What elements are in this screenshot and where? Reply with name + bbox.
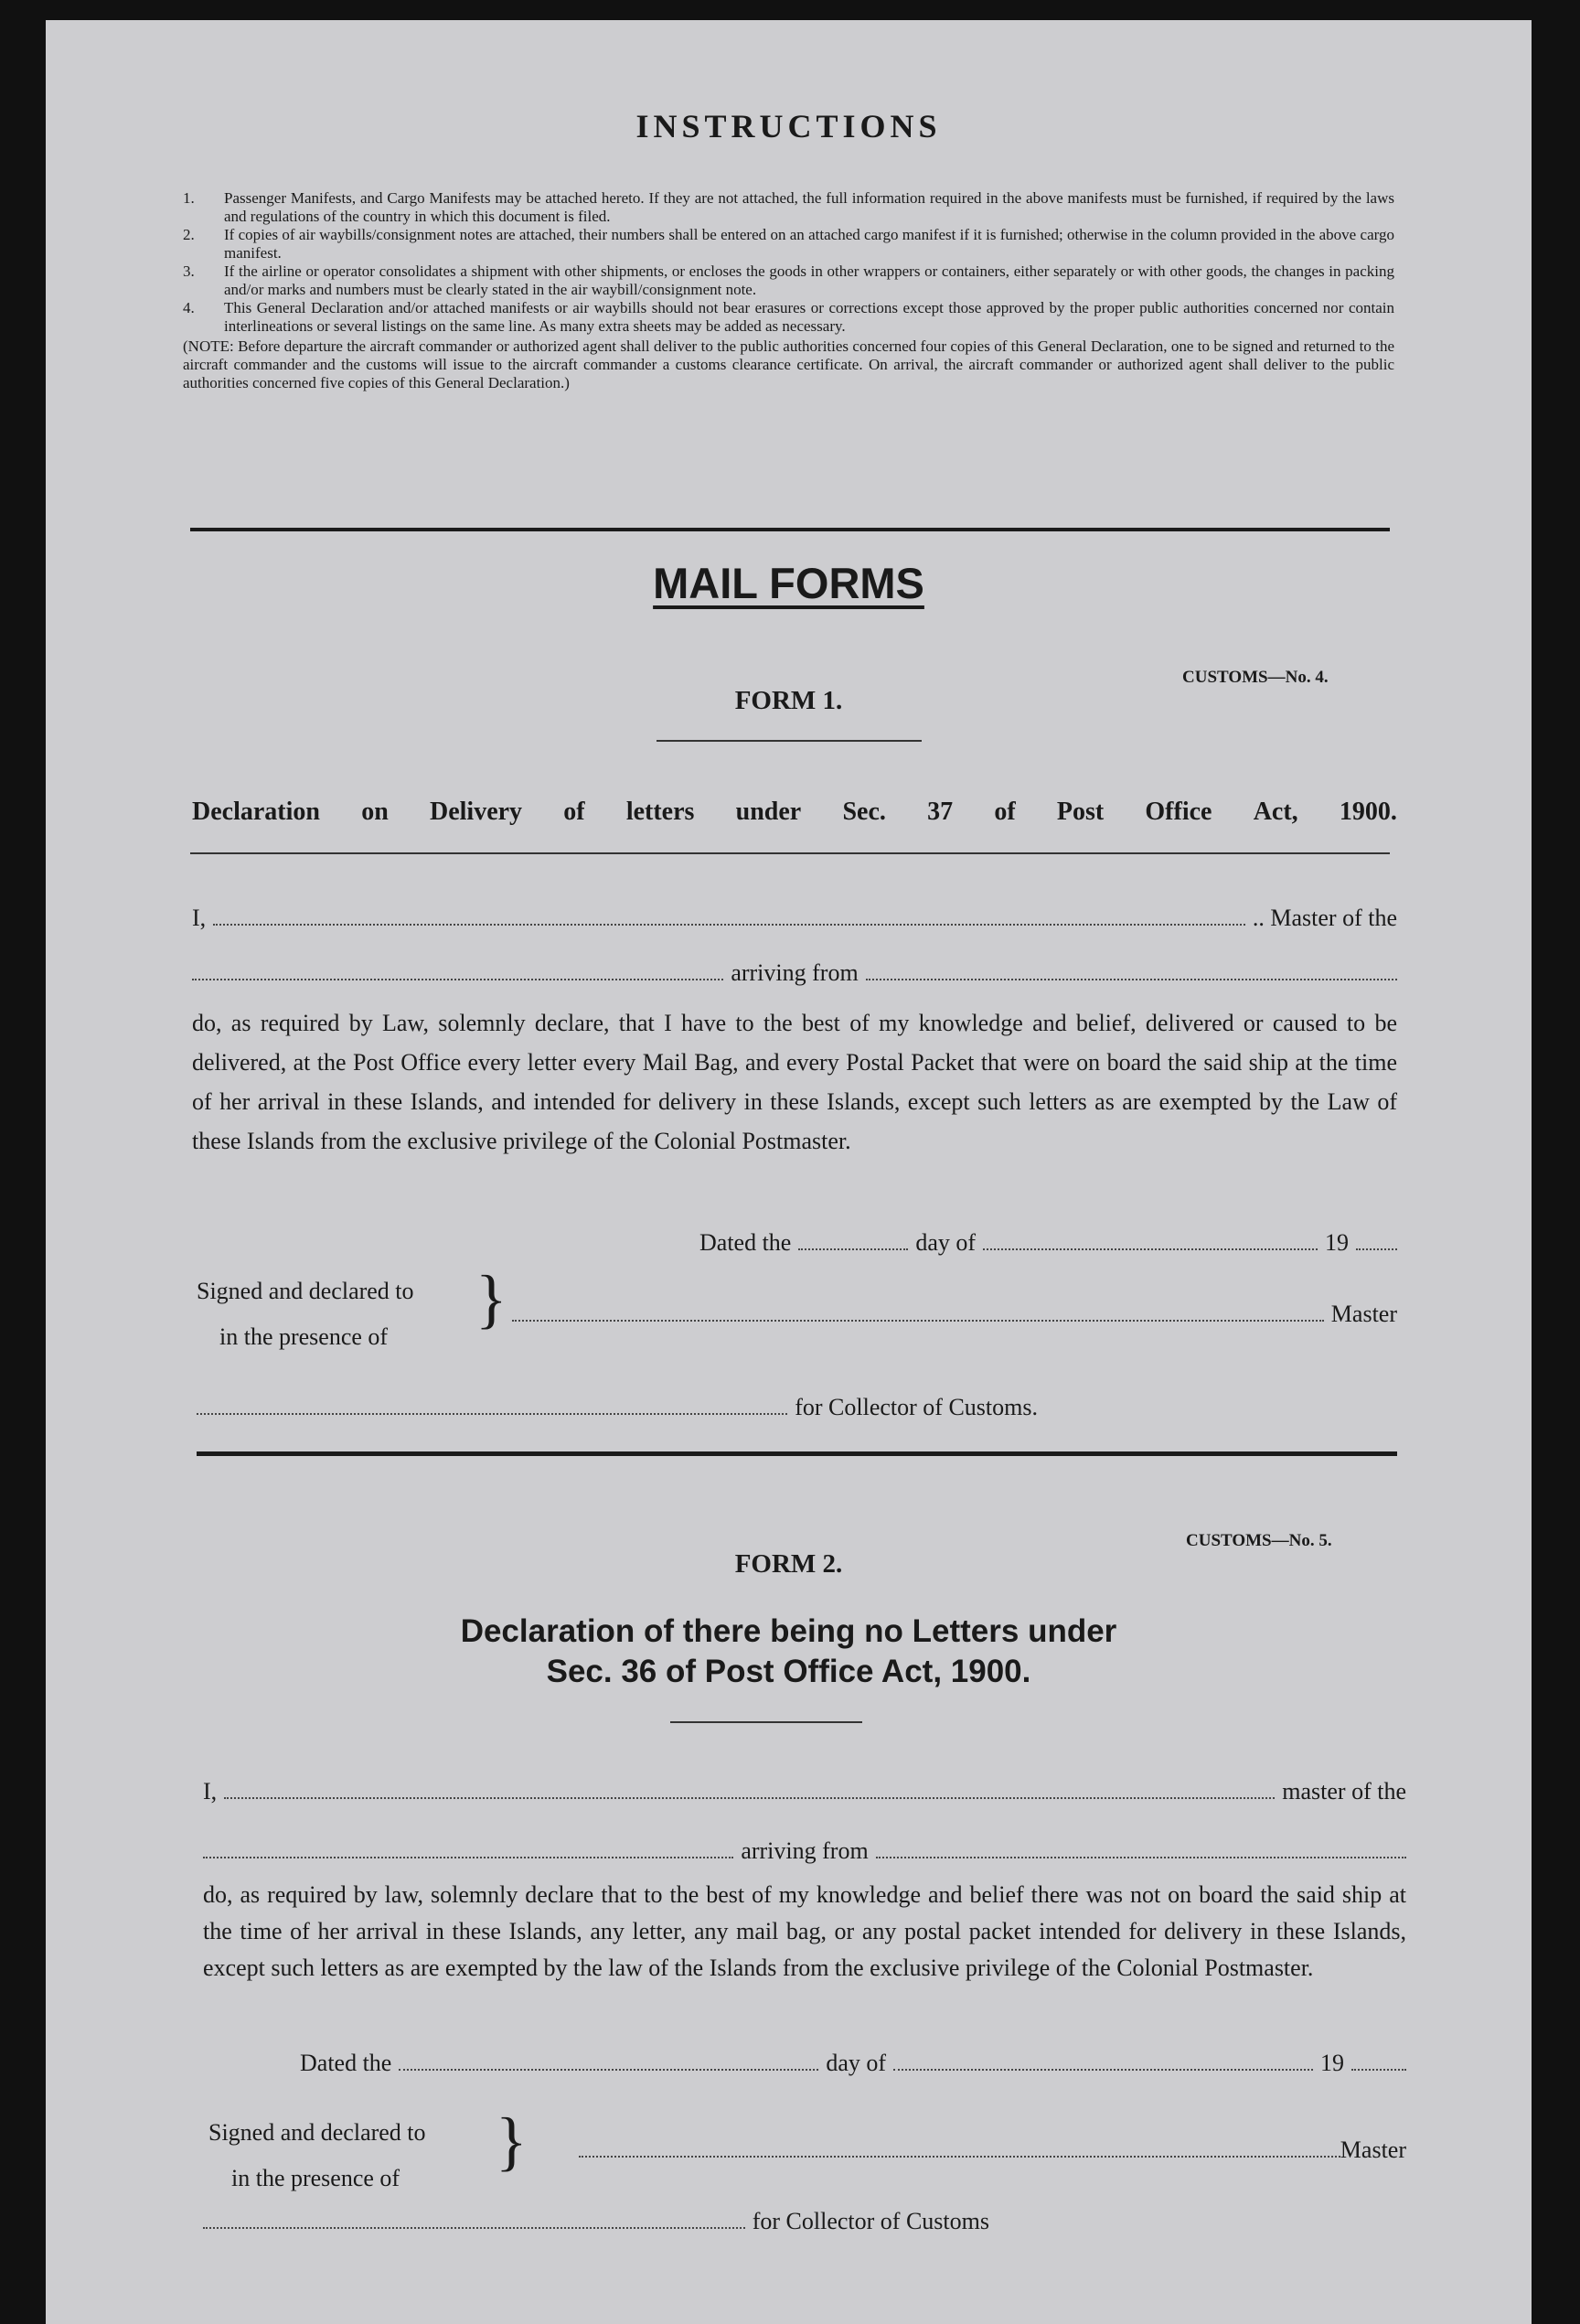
form1-heading-word: of [563, 798, 585, 826]
form2-brace: } [496, 2104, 528, 2178]
form2-signed-line1: Signed and declared to [208, 2119, 426, 2146]
date-day-field[interactable] [798, 1230, 908, 1250]
instruction-number: 1. [183, 189, 195, 207]
date-month-field[interactable] [983, 1230, 1318, 1250]
form1-heading-word: Post [1056, 798, 1105, 826]
form1-declaration-heading [192, 798, 1397, 827]
form1-body: do, as required by Law, solemnly declare, that I have to the best of my knowledge and belief, delivered or caused to be delivered, at the Post Office every letter every Mail Bag, and every Postal Packet that were on board the said ship at the time of her arrival in these Islands, and intended for delivery in these Islands, except such letters as are exempted by the Law of these Islands from the exclusive privilege of the Colonial Postmaster. [192, 1010, 1397, 1154]
form2-date-month-field[interactable] [893, 2051, 1313, 2071]
form1-master-signature-line [512, 1294, 1397, 1333]
form2-title: FORM 2. [734, 1549, 843, 1579]
form-divider [197, 1451, 1397, 1456]
form2-collector-signature-field[interactable] [203, 2209, 745, 2229]
form1-heading-word: Sec. [842, 798, 886, 826]
form1-date-line [699, 1223, 1397, 1262]
form1-collector-line [197, 1387, 1038, 1427]
instruction-text: If the airline or operator consolidates a shipment with other shipments, or encloses the goods in other wrappers or containers, either separately or with other goods, the changes in packing and/or marks and numbers must be clearly stated in the air waybill/consignment note. [224, 262, 1394, 298]
instruction-item [183, 262, 1394, 299]
form2-heading-line2: Sec. 36 of Post Office Act, 1900. [546, 1654, 1031, 1689]
form2-master-signature-field[interactable] [579, 2137, 1340, 2158]
form1-ship-line [192, 953, 1397, 992]
form1-heading-word: letters [625, 798, 695, 826]
instruction-text: This General Declaration and/or attached manifests or air waybills should not bear erasures or corrections except those approved by the proper public authorities concerned nor contain interlineations or several listings on the same line. As many extra sheets may be added as necessary. [224, 299, 1394, 335]
instructions-list [183, 189, 1394, 392]
collector-signature-field[interactable] [197, 1395, 787, 1415]
instruction-number: 3. [183, 262, 195, 280]
master-name-field[interactable] [213, 905, 1245, 926]
instruction-text: Passenger Manifests, and Cargo Manifests may be attached hereto. If they are not attached, the full information required in the above manifests must be furnished, if required by the laws and regulations of the country in which this document is filed. [224, 189, 1394, 225]
form2-name-line [203, 1772, 1406, 1811]
form2-ship-name-field[interactable] [203, 1838, 733, 1858]
instructions-title: INSTRUCTIONS [635, 108, 942, 145]
instruction-item [183, 299, 1394, 336]
form1-name-line [192, 898, 1397, 937]
form1-customs-number: CUSTOMS—No. 4. [1182, 668, 1329, 687]
form1-arriving-label: arriving from [731, 959, 859, 986]
form1-heading-rule [190, 852, 1390, 854]
form2-dated-label: Dated the [300, 2050, 392, 2076]
instruction-number: 2. [183, 226, 195, 243]
form1-year-label: 19 [1325, 1229, 1349, 1256]
form2-title-underline [670, 1721, 862, 1723]
form2-declaration-heading [46, 1612, 1532, 1692]
form2-signed-line2: in the presence of [231, 2165, 400, 2191]
form2-master-name-field[interactable] [224, 1779, 1275, 1799]
instruction-note: (NOTE: Before departure the aircraft commander or authorized agent shall deliver to the public authorities concerned four copies of this General Declaration, one to be signed and returned to the aircraft commander and the customs will issue to the aircraft commander a customs clearance certificate. On arrival, the aircraft commander or authorized agent shall deliver to the public authorities concerned five copies of this General Declaration.) [183, 337, 1394, 391]
form1-dated-label: Dated the [699, 1229, 792, 1256]
form1-signed-line2: in the presence of [219, 1323, 389, 1350]
form2-arriving-label: arriving from [741, 1837, 869, 1864]
form2-collector-line [203, 2201, 989, 2241]
form1-heading-word: Delivery [429, 798, 523, 826]
form2-body: do, as required by law, solemnly declare that to the best of my knowledge and belief there was not on board the said ship at the time of her arrival in these Islands, any letter, any mail bag, or any postal packet intended for delivery in these Islands, except such letters as are exempted by the law of the Islands from the exclusive privilege of the Colonial Postmaster. [203, 1881, 1406, 1981]
form1-master-label: Master [1330, 1301, 1397, 1327]
form2-signed-block [208, 2110, 501, 2201]
form1-heading-word: 37 [927, 798, 954, 826]
form1-i-label: I, [192, 905, 207, 931]
instruction-text: If copies of air waybills/consignment notes are attached, their numbers shall be entered on an attached cargo manifest if it is furnished; otherwise in the column provided in the above cargo manifest. [224, 226, 1394, 262]
form1-heading-word: Office [1145, 798, 1212, 826]
mail-forms-title: MAIL FORMS [653, 559, 924, 607]
form2-ship-line [203, 1831, 1406, 1870]
form2-year-label: 19 [1320, 2050, 1345, 2076]
form1-heading-word: Act, [1253, 798, 1298, 826]
form1-heading-word: under [735, 798, 802, 826]
form1-heading-word: of [994, 798, 1016, 826]
form2-i-label: I, [203, 1778, 218, 1805]
form1-heading-word: 1900. [1339, 798, 1397, 826]
arriving-from-field[interactable] [866, 960, 1397, 980]
form2-master-signature-line [579, 2130, 1406, 2169]
form1-collector-label: for Collector of Customs. [795, 1394, 1038, 1420]
section-divider [190, 528, 1390, 531]
form1-signed-line1: Signed and declared to [197, 1278, 414, 1304]
form1-brace: } [475, 1262, 507, 1335]
form1-day-of-label: day of [915, 1229, 977, 1256]
form2-master-label: Master [1340, 2137, 1406, 2163]
form2-date-year-field[interactable] [1351, 2051, 1406, 2071]
form1-heading-word: on [361, 798, 389, 826]
form2-date-line [300, 2043, 1406, 2083]
form2-day-of-label: day of [826, 2050, 887, 2076]
date-year-field[interactable] [1356, 1230, 1397, 1250]
form2-customs-number: CUSTOMS—No. 5. [1186, 1531, 1332, 1550]
form1-signed-block [197, 1269, 462, 1360]
master-signature-field[interactable] [512, 1301, 1324, 1322]
instruction-item [183, 189, 1394, 226]
form1-heading-word: Declaration [192, 798, 320, 826]
form2-date-day-field[interactable] [399, 2051, 818, 2071]
form2-collector-label: for Collector of Customs [752, 2208, 989, 2234]
form2-arriving-from-field[interactable] [876, 1838, 1406, 1858]
form2-master-of-label: master of the [1282, 1778, 1406, 1805]
ship-name-field[interactable] [192, 960, 723, 980]
form1-title-underline [657, 740, 922, 742]
form2-heading-line1: Declaration of there being no Letters under [460, 1613, 1117, 1649]
form1-master-of-label: .. Master of the [1252, 905, 1397, 931]
instruction-number: 4. [183, 299, 195, 316]
document-page [46, 20, 1532, 2324]
form1-title: FORM 1. [734, 686, 843, 715]
instruction-item [183, 226, 1394, 262]
